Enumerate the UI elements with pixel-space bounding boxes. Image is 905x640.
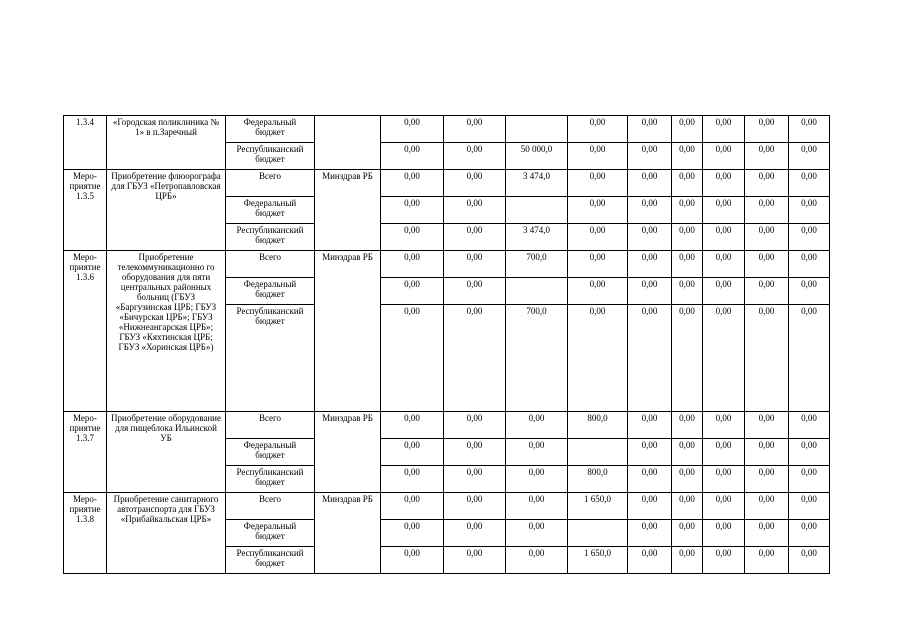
- amount-cell: 0,00: [745, 143, 789, 170]
- amount-cell: [568, 520, 628, 547]
- event-name: Приобретение флюорографа для ГБУЗ «Петропавловская ЦРБ»: [107, 170, 226, 251]
- amount-cell: 0,00: [745, 251, 789, 278]
- executor: Минздрав РБ: [315, 493, 381, 574]
- amount-cell: 0,00: [745, 278, 789, 305]
- amount-cell: 0,00: [444, 170, 506, 197]
- amount-cell: 0,00: [381, 520, 444, 547]
- amount-cell: 0,00: [672, 412, 703, 439]
- amount-cell: [506, 116, 568, 143]
- funding-source: Республиканский бюджет: [226, 143, 315, 170]
- amount-cell: 0,00: [672, 305, 703, 412]
- amount-cell: 0,00: [628, 466, 672, 493]
- amount-cell: 0,00: [745, 116, 789, 143]
- funding-source: Республиканский бюджет: [226, 224, 315, 251]
- funding-source: Республиканский бюджет: [226, 305, 315, 412]
- amount-cell: 0,00: [672, 143, 703, 170]
- funding-source: Федеральный бюджет: [226, 520, 315, 547]
- event-code: Меро-приятие 1.3.8: [64, 493, 107, 574]
- amount-cell: 0,00: [628, 224, 672, 251]
- funding-source: Всего: [226, 251, 315, 278]
- amount-cell: 0,00: [381, 305, 444, 412]
- amount-cell: 0,00: [703, 224, 745, 251]
- amount-cell: 0,00: [381, 251, 444, 278]
- amount-cell: 0,00: [568, 305, 628, 412]
- amount-cell: 0,00: [672, 224, 703, 251]
- amount-cell: 50 000,0: [506, 143, 568, 170]
- event-code: 1.3.4: [64, 116, 107, 170]
- amount-cell: 800,0: [568, 412, 628, 439]
- amount-cell: 0,00: [703, 412, 745, 439]
- amount-cell: 0,00: [672, 520, 703, 547]
- amount-cell: 0,00: [381, 412, 444, 439]
- amount-cell: 0,00: [381, 197, 444, 224]
- amount-cell: 0,00: [506, 547, 568, 574]
- amount-cell: 0,00: [444, 520, 506, 547]
- amount-cell: 0,00: [703, 305, 745, 412]
- amount-cell: 0,00: [789, 251, 830, 278]
- executor: [315, 116, 381, 170]
- amount-cell: 0,00: [628, 493, 672, 520]
- amount-cell: 0,00: [444, 143, 506, 170]
- amount-cell: 0,00: [628, 439, 672, 466]
- amount-cell: 0,00: [568, 170, 628, 197]
- amount-cell: 0,00: [789, 170, 830, 197]
- event-code: Меро-приятие 1.3.7: [64, 412, 107, 493]
- amount-cell: 0,00: [381, 466, 444, 493]
- amount-cell: 0,00: [703, 466, 745, 493]
- amount-cell: 0,00: [444, 116, 506, 143]
- amount-cell: 0,00: [745, 412, 789, 439]
- amount-cell: 0,00: [628, 547, 672, 574]
- amount-cell: 0,00: [703, 116, 745, 143]
- executor: Минздрав РБ: [315, 170, 381, 251]
- amount-cell: 0,00: [628, 197, 672, 224]
- amount-cell: 0,00: [381, 439, 444, 466]
- funding-source: Всего: [226, 412, 315, 439]
- executor: Минздрав РБ: [315, 251, 381, 412]
- amount-cell: 3 474,0: [506, 170, 568, 197]
- amount-cell: 0,00: [628, 251, 672, 278]
- funding-source: Республиканский бюджет: [226, 466, 315, 493]
- amount-cell: 1 650,0: [568, 493, 628, 520]
- amount-cell: 0,00: [568, 278, 628, 305]
- table-row: [64, 412, 830, 439]
- amount-cell: 0,00: [444, 224, 506, 251]
- amount-cell: 0,00: [789, 439, 830, 466]
- amount-cell: 0,00: [568, 143, 628, 170]
- amount-cell: 0,00: [381, 224, 444, 251]
- amount-cell: 0,00: [628, 278, 672, 305]
- amount-cell: 0,00: [444, 305, 506, 412]
- amount-cell: 0,00: [745, 547, 789, 574]
- amount-cell: 0,00: [703, 278, 745, 305]
- amount-cell: 0,00: [745, 439, 789, 466]
- amount-cell: 0,00: [672, 547, 703, 574]
- amount-cell: 0,00: [628, 520, 672, 547]
- amount-cell: 0,00: [381, 116, 444, 143]
- amount-cell: 0,00: [506, 466, 568, 493]
- amount-cell: 0,00: [628, 412, 672, 439]
- amount-cell: 0,00: [628, 116, 672, 143]
- amount-cell: 0,00: [745, 493, 789, 520]
- amount-cell: 0,00: [381, 278, 444, 305]
- amount-cell: 800,0: [568, 466, 628, 493]
- amount-cell: 0,00: [789, 278, 830, 305]
- amount-cell: 0,00: [568, 251, 628, 278]
- amount-cell: 0,00: [703, 439, 745, 466]
- amount-cell: 0,00: [703, 547, 745, 574]
- table-row: [64, 251, 830, 278]
- amount-cell: 0,00: [703, 520, 745, 547]
- funding-source: Федеральный бюджет: [226, 116, 315, 143]
- amount-cell: 0,00: [628, 305, 672, 412]
- amount-cell: 0,00: [672, 466, 703, 493]
- amount-cell: 0,00: [444, 412, 506, 439]
- amount-cell: 0,00: [703, 493, 745, 520]
- amount-cell: 1 650,0: [568, 547, 628, 574]
- amount-cell: 0,00: [506, 493, 568, 520]
- amount-cell: 0,00: [568, 224, 628, 251]
- amount-cell: 0,00: [672, 170, 703, 197]
- amount-cell: 0,00: [703, 197, 745, 224]
- funding-source: Федеральный бюджет: [226, 278, 315, 305]
- amount-cell: 0,00: [506, 439, 568, 466]
- amount-cell: 0,00: [789, 224, 830, 251]
- event-code: Меро-приятие 1.3.5: [64, 170, 107, 251]
- amount-cell: 0,00: [745, 224, 789, 251]
- amount-cell: 0,00: [672, 251, 703, 278]
- amount-cell: 0,00: [789, 116, 830, 143]
- amount-cell: [506, 278, 568, 305]
- amount-cell: 0,00: [628, 170, 672, 197]
- amount-cell: 0,00: [703, 251, 745, 278]
- amount-cell: 0,00: [672, 439, 703, 466]
- amount-cell: 0,00: [381, 143, 444, 170]
- amount-cell: [506, 197, 568, 224]
- table-row: [64, 493, 830, 520]
- amount-cell: 700,0: [506, 305, 568, 412]
- amount-cell: 0,00: [506, 412, 568, 439]
- amount-cell: 0,00: [789, 143, 830, 170]
- executor: Минздрав РБ: [315, 412, 381, 493]
- funding-source: Всего: [226, 493, 315, 520]
- budget-table: [63, 115, 830, 574]
- table-row: [64, 170, 830, 197]
- amount-cell: 0,00: [444, 197, 506, 224]
- amount-cell: 0,00: [672, 493, 703, 520]
- amount-cell: [568, 439, 628, 466]
- amount-cell: 0,00: [444, 493, 506, 520]
- amount-cell: 0,00: [789, 493, 830, 520]
- table-row: [64, 116, 830, 143]
- amount-cell: 0,00: [628, 143, 672, 170]
- amount-cell: 0,00: [789, 412, 830, 439]
- amount-cell: 0,00: [444, 278, 506, 305]
- amount-cell: 0,00: [703, 143, 745, 170]
- event-name: Приобретение оборудование для пищеблока Ильинской УБ: [107, 412, 226, 493]
- amount-cell: 0,00: [703, 170, 745, 197]
- amount-cell: 0,00: [789, 197, 830, 224]
- funding-source: Федеральный бюджет: [226, 197, 315, 224]
- amount-cell: 0,00: [745, 520, 789, 547]
- amount-cell: 0,00: [506, 520, 568, 547]
- amount-cell: 0,00: [789, 305, 830, 412]
- amount-cell: 0,00: [789, 520, 830, 547]
- amount-cell: 0,00: [568, 197, 628, 224]
- amount-cell: 0,00: [444, 466, 506, 493]
- funding-source: Федеральный бюджет: [226, 439, 315, 466]
- amount-cell: 0,00: [672, 116, 703, 143]
- event-name: Приобретение санитарного автотранспорта для ГБУЗ «Прибайкальская ЦРБ»: [107, 493, 226, 574]
- event-code: Меро-приятие 1.3.6: [64, 251, 107, 412]
- amount-cell: 0,00: [745, 197, 789, 224]
- amount-cell: 0,00: [381, 170, 444, 197]
- amount-cell: 0,00: [444, 439, 506, 466]
- funding-source: Всего: [226, 170, 315, 197]
- amount-cell: 0,00: [789, 547, 830, 574]
- amount-cell: 0,00: [789, 466, 830, 493]
- amount-cell: 700,0: [506, 251, 568, 278]
- event-name: Приобретение телекоммуникационно го оборудования для пяти центральных районных больниц (ГБУЗ «Баргузинская ЦРБ; ГБУЗ «Бичурская ЦРБ»; ГБУЗ «Нижнеангарская ЦРБ»; ГБУЗ «Кяхтинская ЦРБ; ГБУЗ «Хоринская ЦРБ»): [107, 251, 226, 412]
- amount-cell: 0,00: [381, 547, 444, 574]
- amount-cell: 0,00: [444, 251, 506, 278]
- amount-cell: 0,00: [745, 466, 789, 493]
- amount-cell: 0,00: [672, 197, 703, 224]
- amount-cell: 0,00: [672, 278, 703, 305]
- funding-source: Республиканский бюджет: [226, 547, 315, 574]
- amount-cell: 0,00: [745, 170, 789, 197]
- amount-cell: 0,00: [745, 305, 789, 412]
- amount-cell: 0,00: [381, 493, 444, 520]
- event-name: «Городская поликлиника № 1» в п.Заречный: [107, 116, 226, 170]
- amount-cell: 0,00: [444, 547, 506, 574]
- amount-cell: 0,00: [568, 116, 628, 143]
- amount-cell: 3 474,0: [506, 224, 568, 251]
